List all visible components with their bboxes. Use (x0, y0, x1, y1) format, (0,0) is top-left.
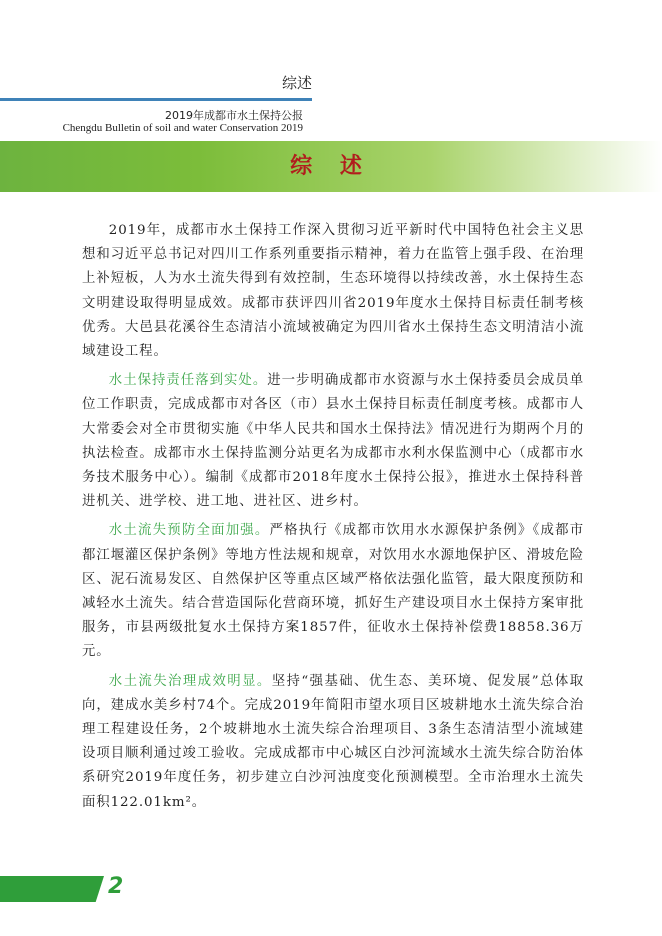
paragraph-intro-text: 2019年，成都市水土保持工作深入贯彻习近平新时代中国特色社会主义思想和习近平总书记对四川工作系列重要指示精神，着力在监管上强手段、在治理上补短板，人为水土流失得到有效控制，生态环境得以持续改善，水土保持生态文明建设取得明显成效。成都市获评四川省2019年度水土保持目标责任制考核优秀。大邑县花溪谷生态清洁小流域被确定为四川省水土保持生态文明清洁小流域建设工程。 (82, 223, 584, 360)
title-band (0, 141, 662, 192)
paragraph-governance (82, 670, 584, 815)
bulletin-title-en: Chengdu Bulletin of soil and water Conservation 2019 (62, 122, 303, 134)
paragraph-lead-responsibility: 水土保持责任落到实处。 (108, 373, 268, 389)
paragraph-text-prevention: 严格执行《成都市饮用水水源保护条例》《成都市都江堰灌区保护条例》等地方性法规和规章，对饮用水水源地保护区、滑坡危险区、泥石流易发区、自然保护区等重点区域严格依法强化监管，最大限度预防和减轻水土流失。结合营造国际化营商环境，抓好生产建设项目水土保持方案审批服务，市县两级批复水土保持方案1857件，征收水土保持补偿费18858.36万元。 (82, 523, 584, 660)
page-title: 综 述 (290, 154, 372, 179)
paragraph-lead-prevention: 水土流失预防全面加强。 (108, 523, 270, 539)
paragraph-prevention (82, 519, 584, 664)
paragraph-lead-governance: 水土流失治理成效明显。 (108, 673, 272, 689)
header-rule (0, 98, 312, 101)
paragraph-intro (82, 219, 584, 364)
body-text (82, 219, 584, 820)
paragraph-text-governance: 坚持“强基础、优生态、美环境、促发展”总体取向，建成水美乡村74个。完成2019年简阳市望水项目区坡耕地水土流失综合治理工程建设任务，2个坡耕地水土流失综合治理项目、3条生态清洁型小流域建设项目顺利通过竣工验收。完成成都市中心城区白沙河流域水土流失综合防治体系研究2019年度任务，初步建立白沙河浊度变化预测模型。全市治理水土流失面积122.01km²。 (82, 673, 584, 810)
paragraph-responsibility (82, 369, 584, 514)
section-title: 综述 (281, 74, 312, 92)
footer-band (0, 876, 104, 902)
page-number: 2 (108, 874, 124, 899)
bulletin-title-cn: 2019年成都市水土保持公报 (165, 109, 303, 122)
paragraph-text-responsibility: 进一步明确成都市水资源与水土保持委员会成员单位工作职责，完成成都市对各区（市）县水土保持目标责任制度考核。成都市人大常委会对全市贯彻实施《中华人民共和国水土保持法》情况进行为期两个月的执法检查。成都市水土保持监测分站更名为成都市水利水保监测中心（成都市水务技术服务中心）。编制《成都市2018年度水土保持公报》，推进水土保持科普进机关、进学校、进工地、进社区、进乡村。 (82, 373, 584, 510)
